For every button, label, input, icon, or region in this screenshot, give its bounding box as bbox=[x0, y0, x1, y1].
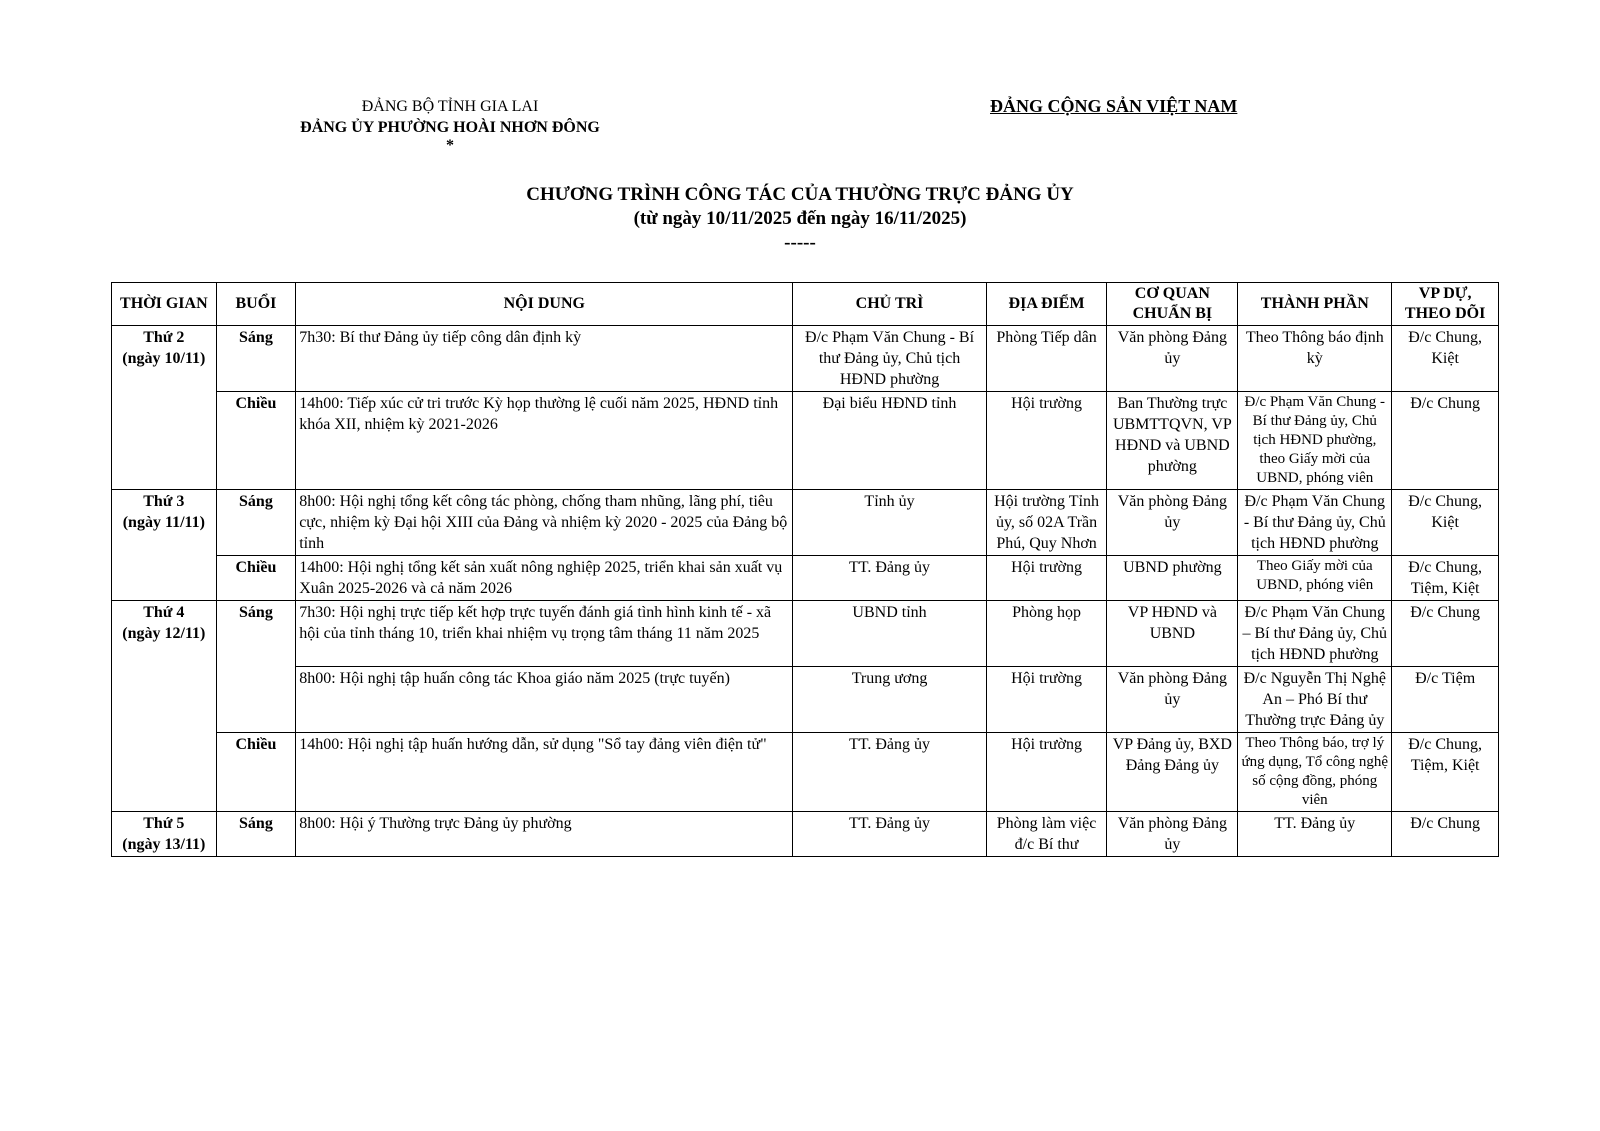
office-cell: Đ/c Chung bbox=[1392, 601, 1499, 667]
table-row bbox=[112, 601, 1499, 667]
day-date: (ngày 10/11) bbox=[122, 350, 206, 367]
day-label: Thứ 4 bbox=[143, 604, 185, 621]
org-line-2: ĐẢNG ỦY PHƯỜNG HOÀI NHƠN ĐÔNG bbox=[300, 119, 600, 136]
prep-cell: Văn phòng Đảng ủy bbox=[1107, 812, 1238, 857]
location-cell: Hội trường bbox=[986, 392, 1107, 490]
chair-cell: UBND tỉnh bbox=[793, 601, 986, 667]
participants-cell: TT. Đảng ủy bbox=[1238, 812, 1392, 857]
office-cell: Đ/c Chung, Kiệt bbox=[1392, 326, 1499, 392]
prep-cell: VP HĐND và UBND bbox=[1107, 601, 1238, 667]
participants-cell: Đ/c Phạm Văn Chung - Bí thư Đảng ủy, Chủ tịch HĐND phường, theo Giấy mời của UBND, phóng viên bbox=[1238, 392, 1392, 490]
chair-cell: Trung ương bbox=[793, 667, 986, 733]
session-cell: Sáng bbox=[216, 601, 296, 733]
participants-cell: Đ/c Phạm Văn Chung – Bí thư Đảng ủy, Chủ tịch HĐND phường bbox=[1238, 601, 1392, 667]
chair-cell: TT. Đảng ủy bbox=[793, 556, 986, 601]
col-header-participants: THÀNH PHẦN bbox=[1238, 283, 1392, 326]
day-cell bbox=[112, 490, 217, 601]
party-name: ĐẢNG CỘNG SẢN VIỆT NAM bbox=[990, 96, 1238, 116]
office-cell: Đ/c Chung bbox=[1392, 392, 1499, 490]
issuing-organization bbox=[270, 96, 630, 154]
col-header-prep: CƠ QUAN CHUẨN BỊ bbox=[1107, 283, 1238, 326]
chair-cell: TT. Đảng ủy bbox=[793, 733, 986, 812]
title-main: CHƯƠNG TRÌNH CÔNG TÁC CỦA THƯỜNG TRỰC ĐẢNG ỦY bbox=[526, 184, 1074, 205]
schedule-table bbox=[111, 282, 1499, 857]
chair-cell: TT. Đảng ủy bbox=[793, 812, 986, 857]
office-cell: Đ/c Tiệm bbox=[1392, 667, 1499, 733]
participants-cell: Theo Thông báo định kỳ bbox=[1238, 326, 1392, 392]
day-cell bbox=[112, 326, 217, 490]
prep-cell: UBND phường bbox=[1107, 556, 1238, 601]
content-cell: 8h00: Hội ý Thường trực Đảng ủy phường bbox=[296, 812, 793, 857]
table-header-row bbox=[112, 283, 1499, 326]
office-cell: Đ/c Chung bbox=[1392, 812, 1499, 857]
location-cell: Phòng họp bbox=[986, 601, 1107, 667]
col-header-content: NỘI DUNG bbox=[296, 283, 793, 326]
office-cell: Đ/c Chung, Tiệm, Kiệt bbox=[1392, 556, 1499, 601]
prep-cell: Văn phòng Đảng ủy bbox=[1107, 326, 1238, 392]
participants-cell: Đ/c Nguyễn Thị Nghệ An – Phó Bí thư Thường trực Đảng ủy bbox=[1238, 667, 1392, 733]
prep-cell: Văn phòng Đảng ủy bbox=[1107, 490, 1238, 556]
day-label: Thứ 5 bbox=[143, 815, 185, 832]
prep-cell: Văn phòng Đảng ủy bbox=[1107, 667, 1238, 733]
day-date: (ngày 11/11) bbox=[122, 514, 205, 531]
prep-cell: Ban Thường trực UBMTTQVN, VP HĐND và UBND phường bbox=[1107, 392, 1238, 490]
location-cell: Hội trường bbox=[986, 556, 1107, 601]
day-cell bbox=[112, 812, 217, 857]
chair-cell: Đại biểu HĐND tỉnh bbox=[793, 392, 986, 490]
location-cell: Phòng Tiếp dân bbox=[986, 326, 1107, 392]
location-cell: Hội trường bbox=[986, 667, 1107, 733]
participants-cell: Theo Thông báo, trợ lý ứng dụng, Tổ công nghệ số cộng đồng, phóng viên bbox=[1238, 733, 1392, 812]
content-cell: 7h30: Bí thư Đảng ủy tiếp công dân định kỳ bbox=[296, 326, 793, 392]
table-row bbox=[112, 392, 1499, 490]
participants-cell: Theo Giấy mời của UBND, phóng viên bbox=[1238, 556, 1392, 601]
office-cell: Đ/c Chung, Tiệm, Kiệt bbox=[1392, 733, 1499, 812]
location-cell: Hội trường Tỉnh ủy, số 02A Trần Phú, Quy Nhơn bbox=[986, 490, 1107, 556]
day-label: Thứ 2 bbox=[143, 329, 185, 346]
prep-cell: VP Đảng ủy, BXD Đảng Đảng ủy bbox=[1107, 733, 1238, 812]
chair-cell: Đ/c Phạm Văn Chung - Bí thư Đảng ủy, Chủ tịch HĐND phường bbox=[793, 326, 986, 392]
table-row bbox=[112, 326, 1499, 392]
org-star: * bbox=[446, 137, 454, 154]
session-cell: Sáng bbox=[216, 490, 296, 556]
session-cell: Chiều bbox=[216, 556, 296, 601]
document-title bbox=[0, 183, 1600, 255]
session-cell: Sáng bbox=[216, 326, 296, 392]
content-cell: 14h00: Hội nghị tập huấn hướng dẫn, sử dụng "Sổ tay đảng viên điện tử" bbox=[296, 733, 793, 812]
table-row bbox=[112, 667, 1499, 733]
table-row bbox=[112, 812, 1499, 857]
session-cell: Sáng bbox=[216, 812, 296, 857]
content-cell: 7h30: Hội nghị trực tiếp kết hợp trực tuyến đánh giá tình hình kinh tế - xã hội của tỉnh tháng 10, triển khai nhiệm vụ trọng tâm tháng 11 năm 2025 bbox=[296, 601, 793, 667]
day-date: (ngày 13/11) bbox=[122, 836, 206, 853]
col-header-location: ĐỊA ĐIỂM bbox=[986, 283, 1107, 326]
col-header-office: VP DỰ, THEO DÕI bbox=[1392, 283, 1499, 326]
col-header-time: THỜI GIAN bbox=[112, 283, 217, 326]
content-cell: 8h00: Hội nghị tập huấn công tác Khoa giáo năm 2025 (trực tuyến) bbox=[296, 667, 793, 733]
content-cell: 14h00: Hội nghị tổng kết sản xuất nông nghiệp 2025, triển khai sản xuất vụ Xuân 2025-2026 và cả năm 2026 bbox=[296, 556, 793, 601]
col-header-session: BUỔI bbox=[216, 283, 296, 326]
office-cell: Đ/c Chung, Kiệt bbox=[1392, 490, 1499, 556]
table-row bbox=[112, 490, 1499, 556]
day-date: (ngày 12/11) bbox=[122, 625, 206, 642]
chair-cell: Tỉnh ủy bbox=[793, 490, 986, 556]
table-row bbox=[112, 556, 1499, 601]
title-separator: ----- bbox=[784, 232, 816, 253]
participants-cell: Đ/c Phạm Văn Chung - Bí thư Đảng ủy, Chủ tịch HĐND phường bbox=[1238, 490, 1392, 556]
content-cell: 14h00: Tiếp xúc cử tri trước Kỳ họp thường lệ cuối năm 2025, HĐND tỉnh khóa XII, nhiệm kỳ 2021-2026 bbox=[296, 392, 793, 490]
org-line-1: ĐẢNG BỘ TỈNH GIA LAI bbox=[361, 98, 539, 115]
title-date-range: (từ ngày 10/11/2025 đến ngày 16/11/2025) bbox=[633, 208, 967, 229]
day-cell bbox=[112, 601, 217, 812]
content-cell: 8h00: Hội nghị tổng kết công tác phòng, chống tham nhũng, lãng phí, tiêu cực, nhiệm kỳ Đại hội XIII của Đảng và nhiệm kỳ 2020 - 2025 của Đảng bộ tỉnh bbox=[296, 490, 793, 556]
location-cell: Hội trường bbox=[986, 733, 1107, 812]
location-cell: Phòng làm việc đ/c Bí thư bbox=[986, 812, 1107, 857]
session-cell: Chiều bbox=[216, 392, 296, 490]
table-row bbox=[112, 733, 1499, 812]
col-header-chair: CHỦ TRÌ bbox=[793, 283, 986, 326]
session-cell: Chiều bbox=[216, 733, 296, 812]
day-label: Thứ 3 bbox=[143, 493, 185, 510]
